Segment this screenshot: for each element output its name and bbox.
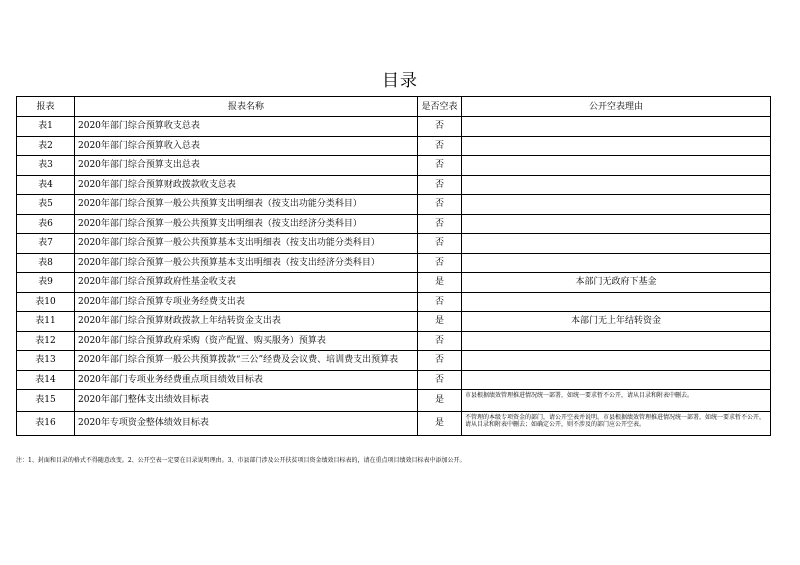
table-row	[17, 253, 771, 273]
row-id: 表16	[17, 411, 75, 435]
row-empty-flag: 否	[418, 351, 462, 371]
row-empty-flag: 否	[418, 117, 462, 137]
header-name: 报表名称	[75, 97, 418, 117]
row-reason: 市县根据绩效管理推进情况统一部署，如统一要求暂不公开，请从目录和附表中删去。	[462, 390, 771, 412]
row-id: 表8	[17, 253, 75, 273]
row-id: 表2	[17, 136, 75, 156]
table-row	[17, 312, 771, 332]
row-name: 2020年专项资金整体绩效目标表	[75, 411, 418, 435]
row-name: 2020年部门综合预算收支总表	[75, 117, 418, 137]
table-row	[17, 411, 771, 435]
row-id: 表5	[17, 195, 75, 215]
row-reason	[462, 331, 771, 351]
row-empty-flag: 否	[418, 195, 462, 215]
table-row	[17, 156, 771, 176]
row-empty-flag: 否	[418, 214, 462, 234]
row-id: 表14	[17, 370, 75, 390]
table-row	[17, 234, 771, 254]
row-reason: 不管理的本级专项资金的部门，请公开空表并说明。市县根据绩效管理推进情况统一部署，如统一要求暂不公开，请从目录和附表中删去；如确定公开，则不涉及的部门应公开空表。	[462, 411, 771, 435]
row-name: 2020年部门综合预算支出总表	[75, 156, 418, 176]
row-reason	[462, 175, 771, 195]
header-id: 报表	[17, 97, 75, 117]
row-empty-flag: 否	[418, 253, 462, 273]
row-empty-flag: 否	[418, 175, 462, 195]
row-reason	[462, 253, 771, 273]
row-empty-flag: 否	[418, 292, 462, 312]
row-empty-flag: 否	[418, 234, 462, 254]
row-empty-flag: 否	[418, 136, 462, 156]
row-name: 2020年部门综合预算专项业务经费支出表	[75, 292, 418, 312]
table-header-row	[17, 97, 771, 117]
row-id: 表6	[17, 214, 75, 234]
row-name: 2020年部门综合预算一般公共预算基本支出明细表（按支出功能分类科目）	[75, 234, 418, 254]
row-reason	[462, 234, 771, 254]
row-empty-flag: 是	[418, 273, 462, 293]
row-name: 2020年部门综合预算一般公共预算拨款“三公”经费及会议费、培训费支出预算表	[75, 351, 418, 371]
row-empty-flag: 否	[418, 370, 462, 390]
row-reason	[462, 156, 771, 176]
row-reason: 本部门无政府下基金	[462, 273, 771, 293]
row-id: 表9	[17, 273, 75, 293]
header-reason: 公开空表理由	[462, 97, 771, 117]
page-title: 目录	[382, 71, 418, 91]
table-row	[17, 175, 771, 195]
row-id: 表10	[17, 292, 75, 312]
row-empty-flag: 是	[418, 390, 462, 412]
table-row	[17, 370, 771, 390]
row-id: 表15	[17, 390, 75, 412]
table-row	[17, 136, 771, 156]
row-reason	[462, 136, 771, 156]
row-name: 2020年部门综合预算政府采购（资产配置、购买服务）预算表	[75, 331, 418, 351]
row-name: 2020年部门专项业务经费重点项目绩效目标表	[75, 370, 418, 390]
row-name: 2020年部门综合预算一般公共预算支出明细表（按支出经济分类科目）	[75, 214, 418, 234]
row-reason	[462, 351, 771, 371]
table-row	[17, 292, 771, 312]
table-row	[17, 195, 771, 215]
table-row	[17, 390, 771, 412]
table-row	[17, 214, 771, 234]
table-row	[17, 273, 771, 293]
row-id: 表7	[17, 234, 75, 254]
row-name: 2020年部门综合预算政府性基金收支表	[75, 273, 418, 293]
row-reason	[462, 370, 771, 390]
row-reason	[462, 195, 771, 215]
row-reason	[462, 214, 771, 234]
table-row	[17, 117, 771, 137]
row-name: 2020年部门综合预算一般公共预算支出明细表（按支出功能分类科目）	[75, 195, 418, 215]
row-name: 2020年部门整体支出绩效目标表	[75, 390, 418, 412]
row-name: 2020年部门综合预算财政拨款收支总表	[75, 175, 418, 195]
row-empty-flag: 否	[418, 156, 462, 176]
row-id: 表13	[17, 351, 75, 371]
row-name: 2020年部门综合预算财政拨款上年结转资金支出表	[75, 312, 418, 332]
row-reason	[462, 292, 771, 312]
row-id: 表12	[17, 331, 75, 351]
row-reason	[462, 117, 771, 137]
row-id: 表11	[17, 312, 75, 332]
footnote: 注：1、封面和目录的格式不得随意改变。2、公开空表一定要在目录说明理由。3、市县部门涉及公开扶贫项目资金绩效目标表的，请在重点项目绩效目标表中添加公开。	[16, 457, 466, 464]
header-empty: 是否空表	[418, 97, 462, 117]
row-reason: 本部门无上年结转资金	[462, 312, 771, 332]
row-empty-flag: 否	[418, 331, 462, 351]
row-empty-flag: 是	[418, 312, 462, 332]
table-row	[17, 331, 771, 351]
row-id: 表1	[17, 117, 75, 137]
row-id: 表4	[17, 175, 75, 195]
row-empty-flag: 是	[418, 411, 462, 435]
directory-table	[16, 96, 771, 436]
row-name: 2020年部门综合预算一般公共预算基本支出明细表（按支出经济分类科目）	[75, 253, 418, 273]
row-name: 2020年部门综合预算收入总表	[75, 136, 418, 156]
table-row	[17, 351, 771, 371]
row-id: 表3	[17, 156, 75, 176]
